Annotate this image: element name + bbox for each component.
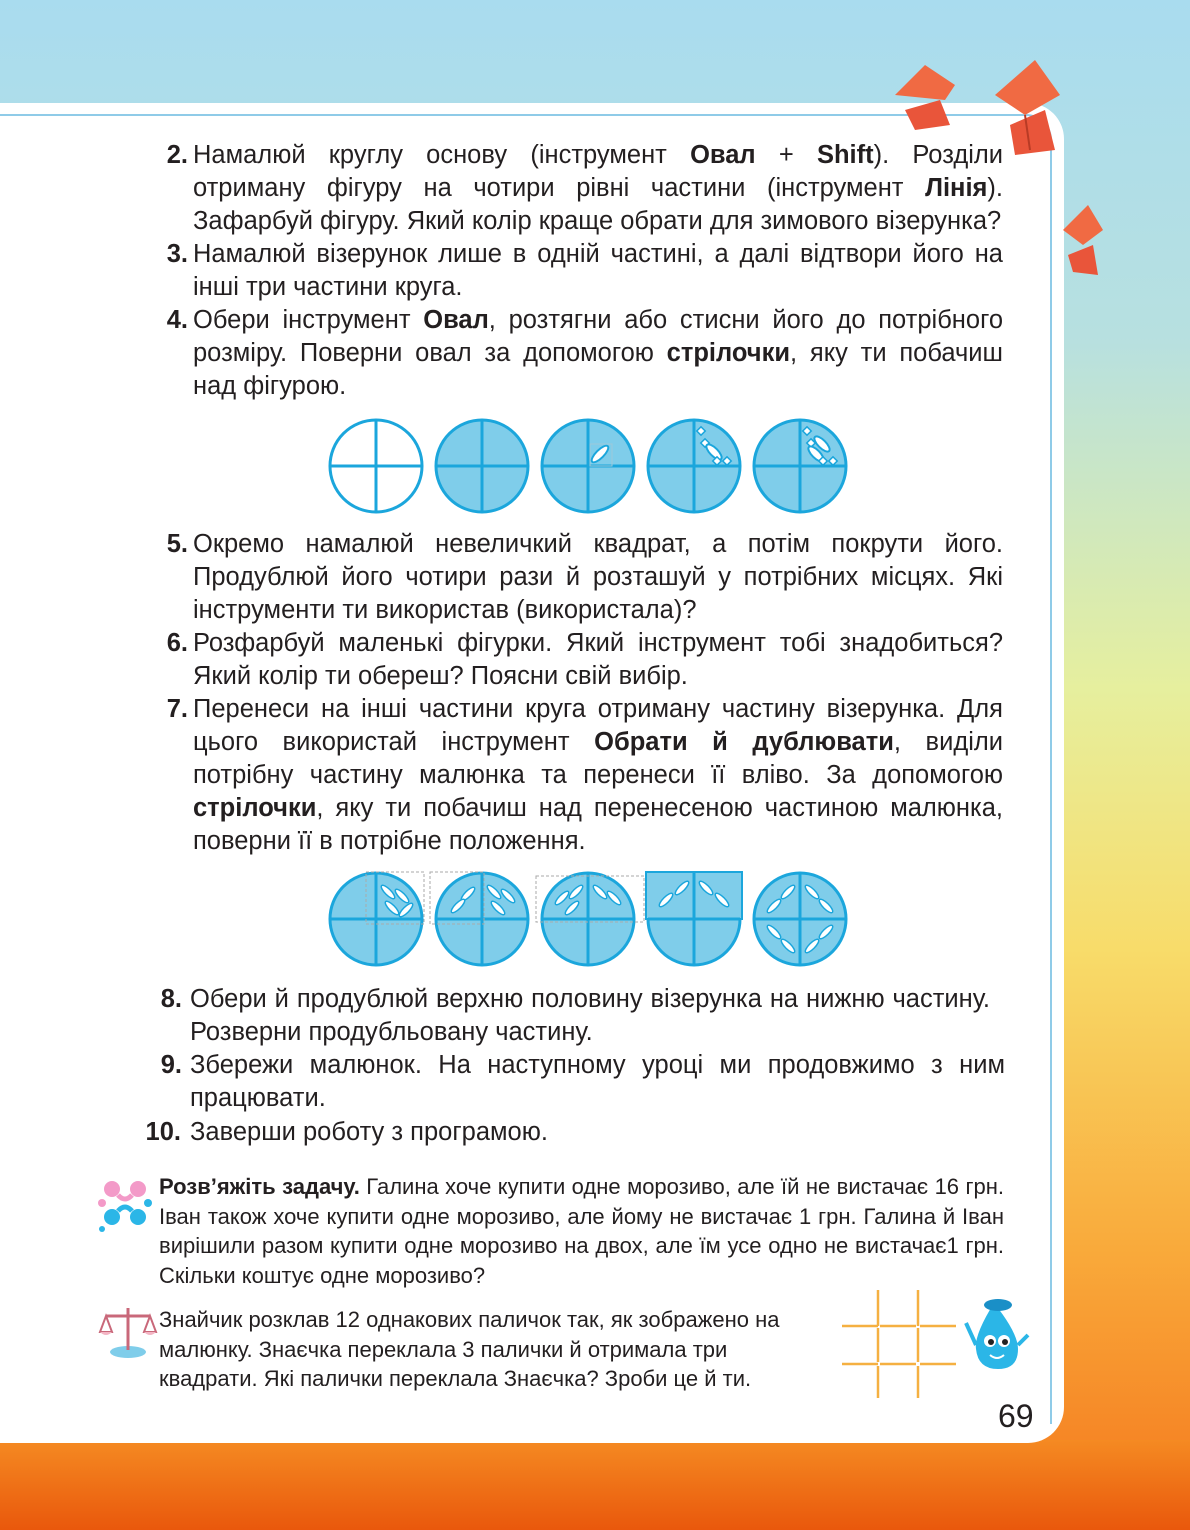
circle-steps-row-2 <box>326 866 850 972</box>
item-number: 6. <box>166 629 188 657</box>
bold-term: стрілочки <box>193 794 317 822</box>
bold-term: Овал <box>423 306 489 334</box>
circle-step-4 <box>646 872 742 965</box>
text-run: Обери інструмент <box>193 306 424 334</box>
item-text <box>193 528 1003 627</box>
bold-term: Shift <box>816 141 874 169</box>
circle-step-2 <box>430 872 528 965</box>
item-text <box>190 1049 1005 1115</box>
text-run: Збережи малюнок. На наступному уроці ми продовжимо з ним працювати. <box>190 1051 1005 1112</box>
bold-term: стрілочки <box>666 339 791 367</box>
text-run: Розфарбуй маленькі фігурки. Який інструмент тобі знадобиться? Який колір ти обереш? Поясни свій вибір. <box>193 629 1003 690</box>
item-number: 5. <box>166 530 188 558</box>
task-problem <box>159 1172 1004 1290</box>
circle-step-3 <box>542 420 634 512</box>
circle-step-4 <box>648 420 740 512</box>
task-sticks: Знайчик розклав 12 однакових паличок так, як зображено на малюнку. Знаєчка переклала 3 палички й отримала три квадрати. Які палички переклала Знаєчка? Зроби це й ти. <box>159 1307 780 1391</box>
item-number: 4. <box>166 306 188 334</box>
circle-step-5 <box>754 420 846 512</box>
mascot-droplet-icon <box>962 1295 1032 1375</box>
circle-steps-figure <box>328 416 848 516</box>
item-number: 3. <box>166 240 188 268</box>
circle-step-2 <box>436 420 528 512</box>
text-run: Окремо намалюй невеличкий квадрат, а потім покрути його. Продублюй його чотири рази й розташуй у потрібних місцях. Які інструменти ти використав (використала)? <box>193 530 1003 624</box>
scales-icon <box>98 1300 158 1360</box>
text-run: + <box>755 141 817 169</box>
bold-term: Лінія <box>925 174 988 202</box>
text-run: ). Розділи отриману фігуру на чотири рівні частини (інструмент <box>193 141 1004 202</box>
item-text <box>193 139 1003 238</box>
text-run: Заверши роботу з програмою. <box>190 1118 548 1146</box>
bold-term: Овал <box>690 141 756 169</box>
text-run: , яку ти побачиш над фігурою. <box>193 339 1003 400</box>
item-text <box>190 983 990 1049</box>
item-number: 7. <box>166 695 188 723</box>
sticks-figure <box>840 1288 962 1400</box>
item-number: 9. <box>160 1051 182 1079</box>
item-text <box>190 1116 1005 1149</box>
text-run: Перенеси на інші частини круга отриману частину візерунка. Для цього використай інструмент <box>193 695 1003 756</box>
text-run: , яку ти побачиш над перенесеною частиною малюнка, поверни її в потрібне положення. <box>193 794 1003 855</box>
text-run: , розтягни або стисни його до потрібного розміру. Поверни овал за допомогою <box>193 306 1003 367</box>
bold-term: Обрати й дублювати <box>594 728 894 756</box>
item-number: 2. <box>166 141 188 169</box>
circle-steps-figure <box>326 866 850 972</box>
item-number: 10. <box>145 1118 181 1146</box>
circle-step-1 <box>330 420 422 512</box>
item-text <box>193 304 1003 403</box>
text-run: Намалюй круглу основу (інструмент <box>193 141 691 169</box>
task-title: Розв’яжіть задачу. <box>159 1174 360 1199</box>
circle-step-5 <box>754 873 846 965</box>
teamwork-icon <box>96 1175 154 1233</box>
text-run: , виділи потрібну частину малюнка та перенеси її вліво. За допомогою <box>193 728 1003 789</box>
item-number: 8. <box>160 985 182 1013</box>
circle-step-3 <box>536 873 644 965</box>
text-run: Обери й продублюй верхню половину візерунка на нижню частину. Розверни продубльовану частину. <box>190 985 990 1046</box>
text-run: ). Зафарбуй фігуру. Який колір краще обрати для зимового візерунка? <box>193 174 1003 235</box>
circle-steps-row-1 <box>328 416 848 516</box>
task-text: Галина хоче купити одне морозиво, але їй не вистачає 16 грн. Іван також хоче купити одне морозиво, але йому не вистачає 1 грн. Галина й Іван вирішили разом купити одне морозиво на двох, але їм усе одно не вистачає1 грн. Скільки коштує одне морозиво? <box>159 1174 1005 1288</box>
item-text <box>193 627 1003 693</box>
item-text <box>193 693 1003 858</box>
page-number: 69 <box>998 1398 1034 1434</box>
text-run: Намалюй візерунок лише в одній частині, а далі відтвори його на інші три частини круга. <box>193 240 1003 301</box>
circle-step-1 <box>330 872 424 965</box>
item-text <box>193 238 1003 304</box>
